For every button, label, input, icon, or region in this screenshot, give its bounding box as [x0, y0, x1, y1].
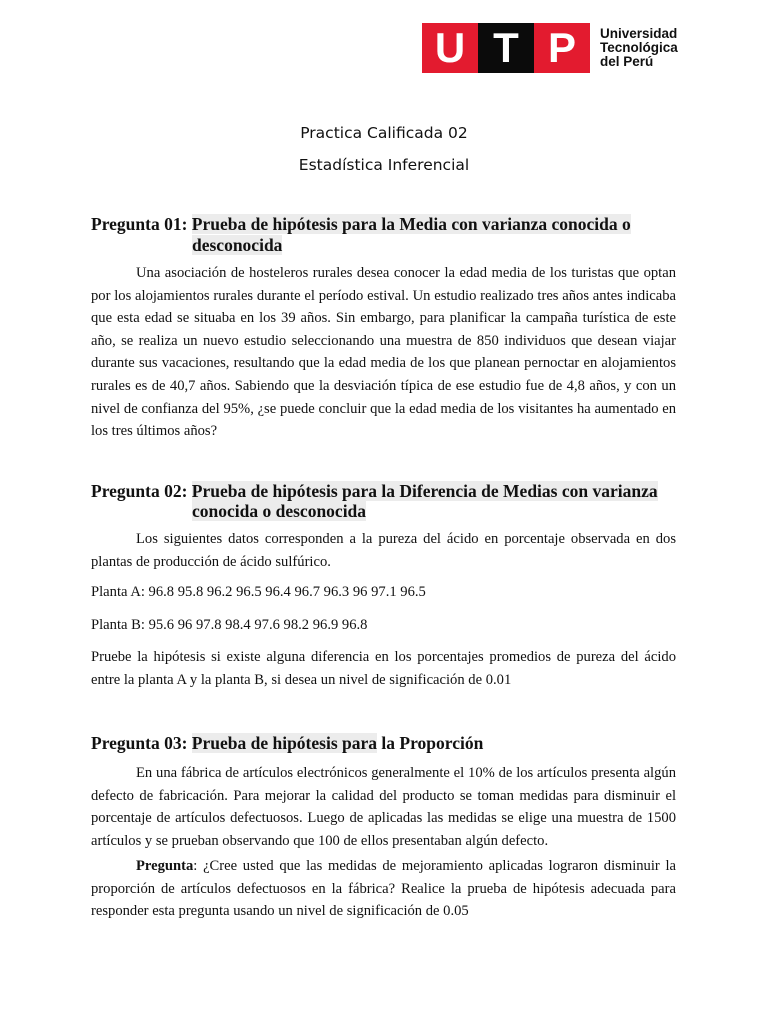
document-title: Practica Calificada 02 — [300, 124, 468, 142]
question-2-heading — [91, 480, 658, 502]
university-name-line: Universidad — [600, 26, 678, 41]
university-name — [600, 27, 678, 69]
question-2-topic: Prueba de hipótesis para la Diferencia de Medias con varianza — [191, 481, 658, 501]
question-2-task — [91, 646, 676, 691]
question-3-topic-highlighted: Prueba de hipótesis para — [191, 733, 378, 753]
question-1-topic-line2: desconocida — [192, 235, 283, 255]
question-1-body — [91, 262, 676, 443]
question-3-question-label: Pregunta — [136, 858, 194, 874]
question-2-intro — [91, 528, 676, 573]
question-1-topic-continued — [192, 234, 282, 256]
utp-logo — [422, 23, 678, 73]
question-3-topic-rest: la Proporción — [377, 733, 484, 753]
question-3-label: Pregunta 03: — [91, 733, 188, 753]
plant-b-data: Planta B: 95.6 96 97.8 98.4 97.6 98.2 96.9 96.8 — [91, 617, 368, 633]
question-3-question — [91, 855, 676, 923]
university-name-line: Tecnológica — [600, 40, 678, 55]
question-1-heading — [91, 213, 631, 235]
plant-a-data: Planta A: 96.8 95.8 96.2 96.5 96.4 96.7 96.3 96 97.1 96.5 — [91, 584, 426, 600]
question-2-topic-line2: conocida o desconocida — [192, 501, 367, 521]
question-2-label: Pregunta 02: — [91, 481, 188, 501]
question-1-label: Pregunta 01: — [91, 214, 188, 234]
question-3-question-text: : ¿Cree usted que las medidas de mejoramiento aplicadas lograron disminuir la proporción de artículos defectuosos en la fábrica? Realice la prueba de hipótesis adecuada para responder esta pregunta usando un nivel de significación de 0.05 — [91, 858, 676, 920]
question-1-text: Una asociación de hosteleros rurales desea conocer la edad media de los turistas que optan por los alojamientos rurales durante el período estival. Un estudio realizado tres años antes indicaba que esta edad se situaba en los 39 años. Sin embargo, para planificar la campaña turística de este año, se realiza un nuevo estudio seleccionando una muestra de 850 individuos que desean viajar durante sus vacaciones, resultando que la edad media de los que planean pernoctar en alojamientos rurales es de 40,7 años. Sabiendo que la desviación típica de ese estudio fue de 4,8 años, y con un nivel de confianza del 95%, ¿se puede concluir que la edad media de los visitantes ha aumentado en los tres últimos años? — [91, 265, 676, 440]
logo-letter-t: T — [478, 23, 534, 73]
question-1-topic: Prueba de hipótesis para la Media con varianza conocida o — [191, 214, 631, 234]
question-3-body — [91, 762, 676, 852]
question-2-topic-continued — [192, 500, 366, 522]
question-2-task-text: Pruebe la hipótesis si existe alguna diferencia en los porcentajes promedios de pureza del ácido entre la planta A y la planta B, si desea un nivel de significación de 0.01 — [91, 649, 676, 688]
question-2-intro-text: Los siguientes datos corresponden a la pureza del ácido en porcentaje observada en dos plantas de producción de ácido sulfúrico. — [91, 531, 676, 570]
question-3-heading — [91, 732, 483, 754]
university-name-line: del Perú — [600, 54, 654, 69]
document-subtitle: Estadística Inferencial — [298, 156, 470, 174]
question-3-text: En una fábrica de artículos electrónicos generalmente el 10% de los artículos presenta algún defecto de fabricación. Para mejorar la calidad del producto se toman medidas para disminuir el porcentaje de artículos defectuosos. Luego de aplicadas las medidas se elige una muestra de 1500 artículos y se prueban observando que 100 de ellos presentaban algún defecto. — [91, 765, 676, 849]
logo-letter-p: P — [534, 23, 590, 73]
logo-letter-u: U — [422, 23, 478, 73]
